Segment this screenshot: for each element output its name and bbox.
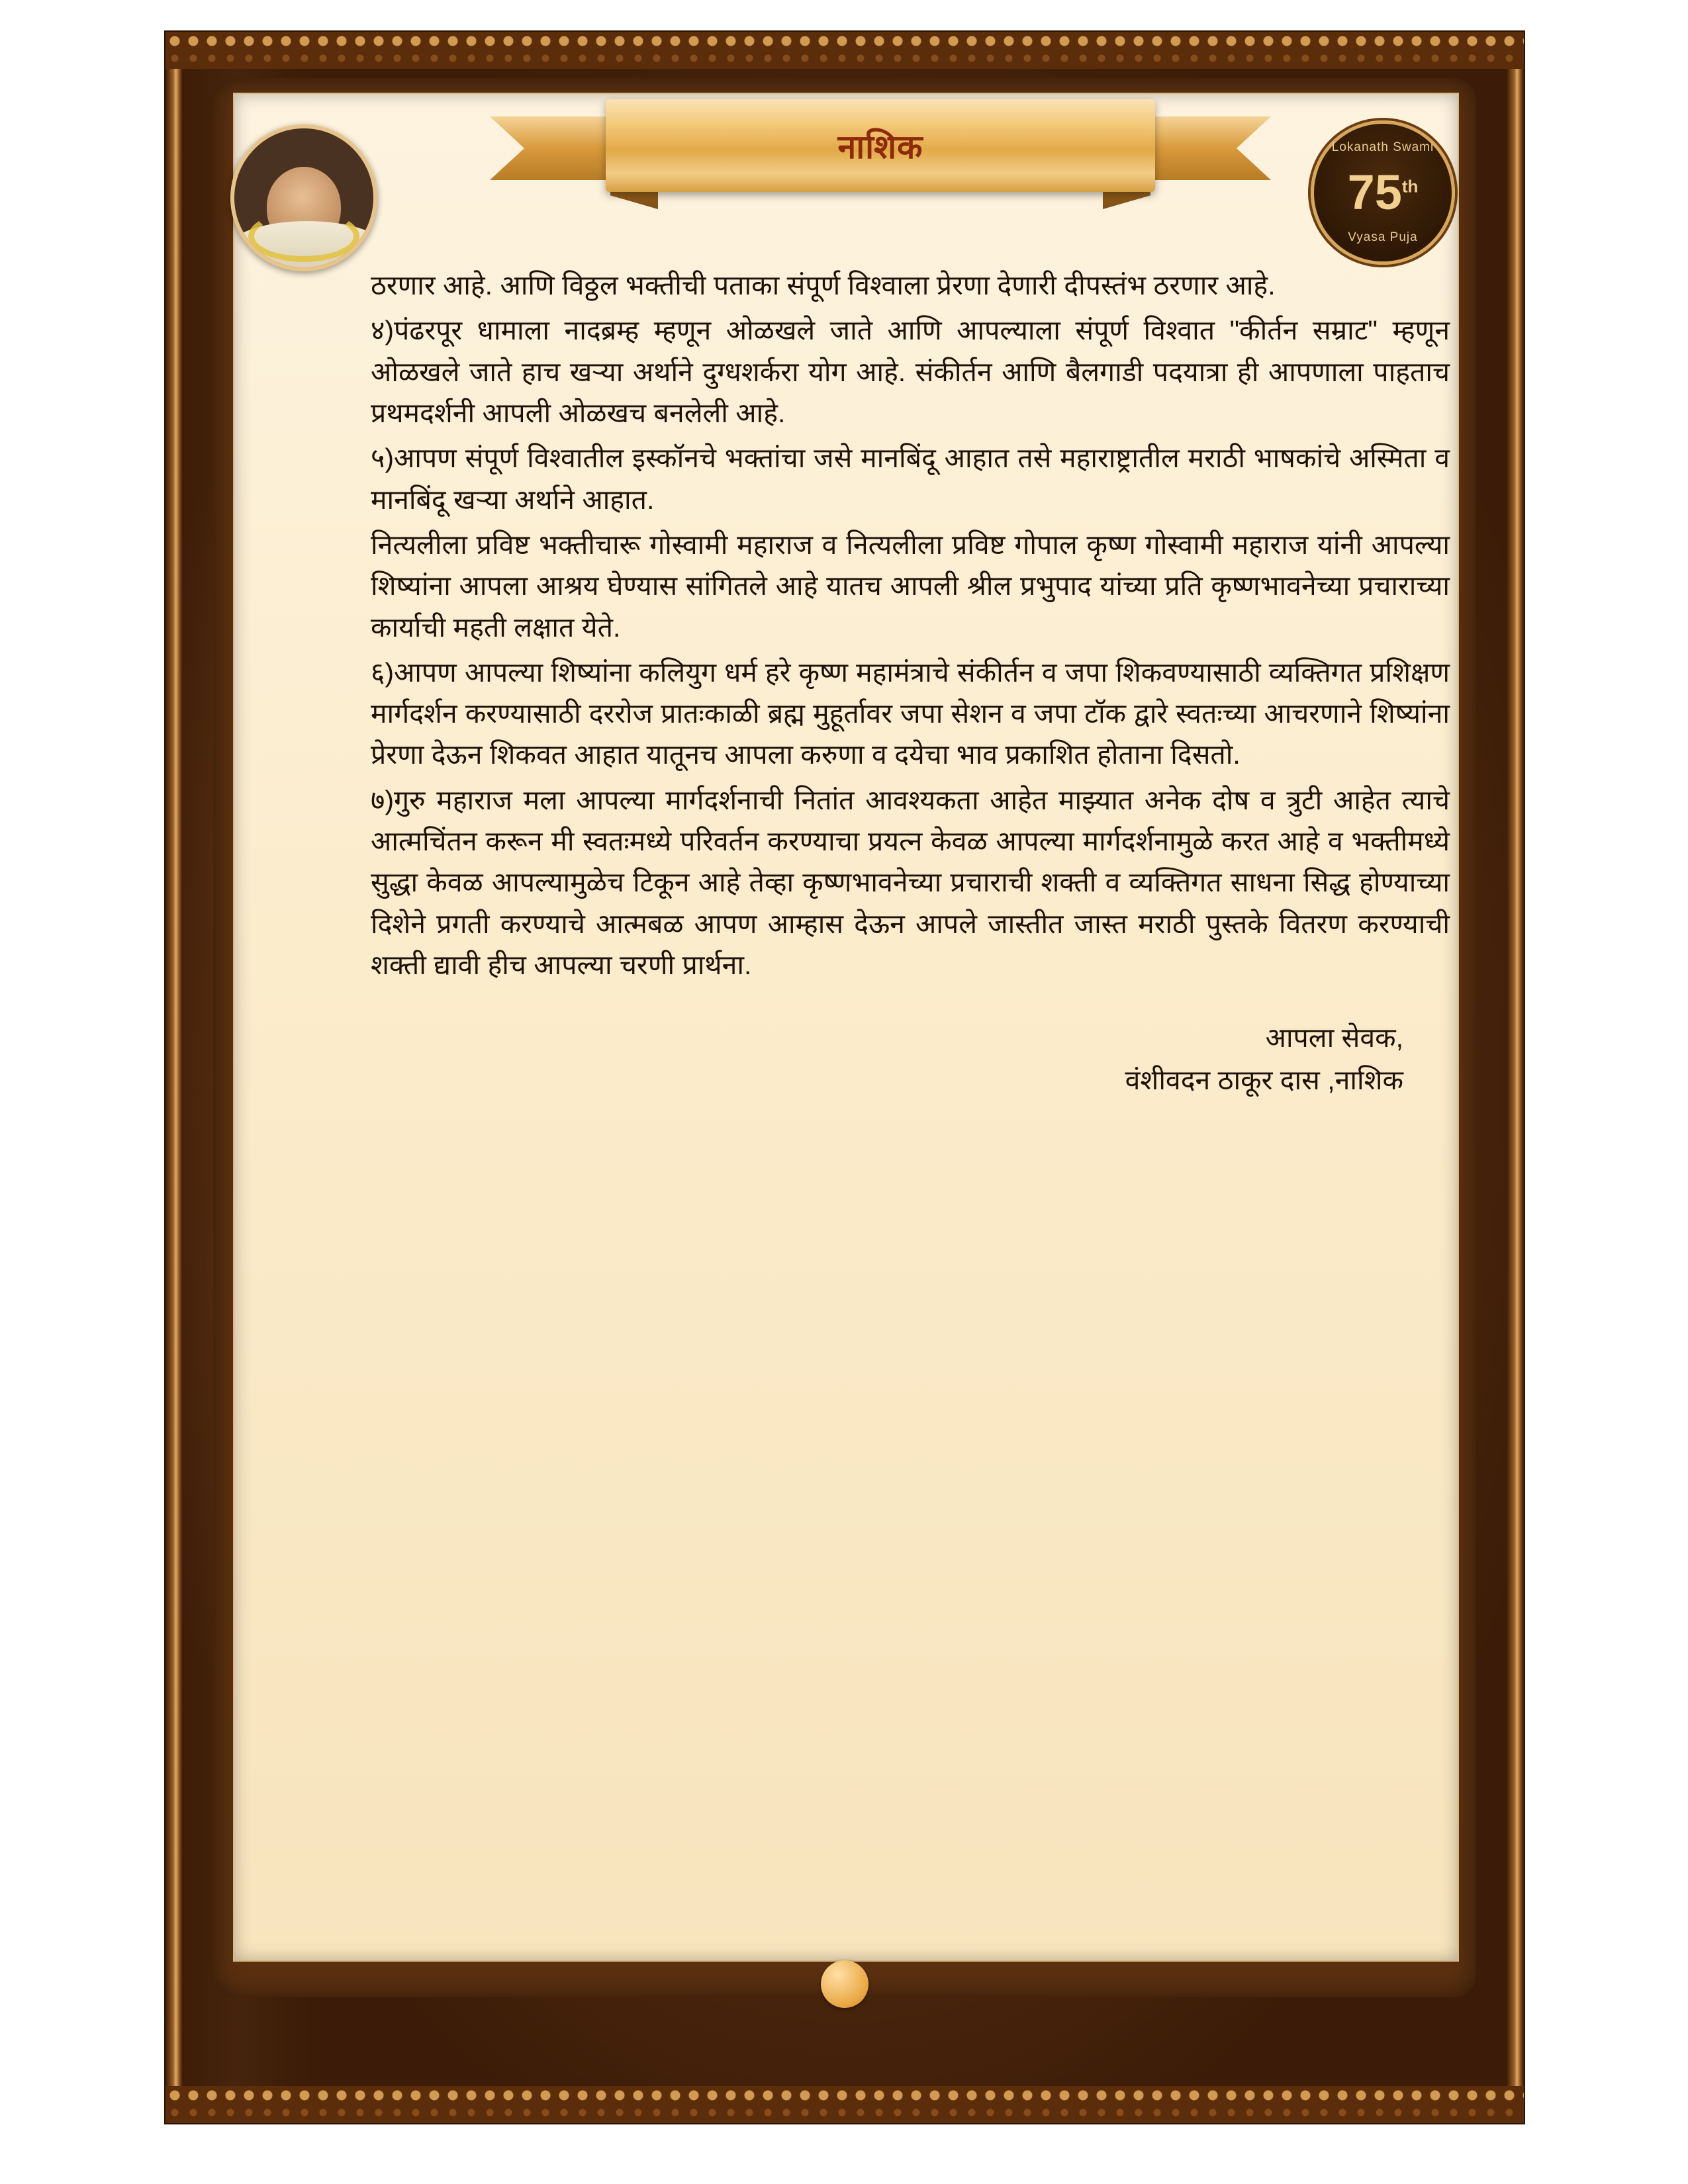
ribbon-center [606, 99, 1155, 192]
guru-avatar [230, 124, 377, 271]
side-band-left [165, 69, 183, 2086]
paragraph: ६)आपण आपल्या शिष्यांना कलियुग धर्म हरे कृष्ण महामंत्राचे संकीर्तन व जपा शिकवण्यासाठी व्यक्तिगत प्रशिक्षण मार्गदर्शन करण्यासाठी दररोज प्रातःकाळी ब्रह्म मुहूर्तावर जपा सेशन व जपा टॉक द्वारे स्वतःच्या आचरणाने शिष्यांना प्रेरणा देऊन शिकवत आहात यातूनच आपला करुणा व दयेचा भाव प्रकाशित होताना दिसतो. [371, 657, 1450, 770]
paragraph: ४)पंढरपूर धामाला नादब्रम्ह म्हणून ओळखले जाते आणि आपल्याला संपूर्ण विश्वात "कीर्तन सम्राट" म्हणून ओळखले जाते हाच खऱ्या अर्थाने दुग्धशर्करा योग आहे. संकीर्तन आणि बैलगाडी पदयात्रा ही आपणाला पाहताच प्रथमदर्शनी आपली ओळखच बनलेली आहे. [371, 315, 1450, 428]
vyasa-puja-logo [1311, 120, 1455, 265]
logo-number-value: 75 [1347, 165, 1402, 220]
ribbon-banner [490, 99, 1271, 218]
paragraph: ५)आपण संपूर्ण विश्वातील इस्कॉनचे भक्तांचा जसे मानबिंदू आहात तसे महाराष्ट्रातील मराठी भाषकांचे अस्मिता व मानबिंदू खऱ्या अर्थाने आहात. [371, 443, 1450, 515]
scallop-band-top [165, 32, 1524, 69]
paragraph: नित्यलीला प्रविष्ट भक्तीचारू गोस्वामी महाराज व नित्यलीला प्रविष्ट गोपाल कृष्ण गोस्वामी महाराज यांनी आपल्या शिष्यांना आपला आश्रय घेण्यास सांगितले आहे यातच आपली श्रील प्रभुपाद यांच्या प्रति कृष्णभावनेच्या प्रचाराच्या कार्याची महती लक्षात येते. [371, 529, 1450, 643]
side-band-right [1507, 69, 1524, 2086]
banner-title: नाशिक [837, 128, 923, 165]
logo-top-text: Lokanath Swami [1331, 140, 1434, 154]
logo-bottom-text: Vyasa Puja [1348, 230, 1418, 244]
paragraph: ७)गुरु महाराज मला आपल्या मार्गदर्शनाची नितांत आवश्यकता आहेत माझ्यात अनेक दोष व त्रुटी आहेत त्याचे आत्मचिंतन करून मी स्वतःमध्ये परिवर्तन करण्याचा प्रयत्न केवळ आपल्या मार्गदर्शनामुळे करत आहे व भक्तीमध्ये सुद्धा केवळ आपल्यामुळेच टिकून आहे तेव्हा कृष्णभावनेच्या प्रचाराची शक्ती व व्यक्तिगत साधना सिद्ध होण्याच्या दिशेने प्रगती करण्याचे आत्मबळ आपण आम्हास देऊन आपले जास्तीत जास्त मराठी पुस्तके वितरण करण्याची शक्ती द्यावी हीच आपल्या चरणी प्रार्थना. [371, 784, 1450, 980]
home-button[interactable] [821, 1960, 868, 2008]
signature-line-1: आपला सेवक, [1265, 1023, 1403, 1054]
scallop-band-bottom [165, 2086, 1524, 2123]
logo-number-suffix: th [1401, 176, 1419, 197]
avatar-garland [248, 210, 359, 262]
signature-line-2: वंशीवदन ठाकूर दास ,नाशिक [1125, 1064, 1403, 1095]
paragraph: ठरणार आहे. आणि विठ्ठल भक्तीची पताका संपूर्ण विश्वाला प्रेरणा देणारी दीपस्तंभ ठरणार आहे. [371, 270, 1276, 300]
letter-body [371, 265, 1450, 1101]
signature-block [371, 1017, 1450, 1101]
logo-number [1311, 165, 1455, 220]
